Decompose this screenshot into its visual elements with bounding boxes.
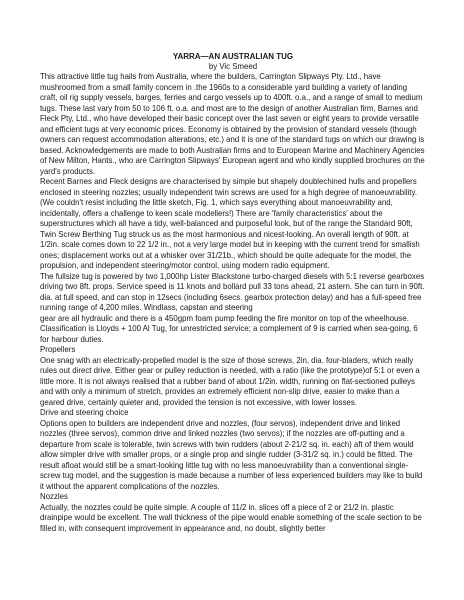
article-title: YARRA—AN AUSTRALIAN TUG — [172, 52, 294, 61]
nozzles-paragraph: Actually, the nozzles could be quite simple. A couple of 11/2 in. slices off a piece of 2 or 21/2 in. plastic drainpipe would be excellent. The wall thickness of the pipe would enable something of the scale section to be filled in, with consequent improvement in appearance and, no doubt, slightly better — [40, 502, 422, 533]
powerplant-paragraph: The fullsize tug is powered by two 1,000hp Lister Blackstone turbo-charged diesels with 5:1 reverse gearboxes driving two 8ft. props. Service speed is 11 knots and bollard pull 33 tons ahead, 21 astern. She can turn in 90ft. dia. at full speed, and can stop in 12secs (including 6secs. gearbox protection delay) and has a full-speed free running range of 4,200 miles. Windlass, capstan and steering — [40, 271, 425, 312]
intro-paragraph: This attractive little tug hails from Australia, where the builders, Carrington Slipways Pty. Ltd., have mushroomed from a small family concern in .the 1960s to a considerable yard building a variety of landing craft, oil rig supply vessels, barges, ferries and cargo vessels up to 400ft. o.a., and a range of small to medium tugs. These last vary from 50 to 106 ft. o.a. and most are to the design of another Australian firm, Barnes and Fleck Pty, Ltd., who have developed their basic concept over the last seven or eight years to provide versatile and efficient tugs at very economic prices. Economy is obtained by the provision of standard vessels (though owners can request accommodation alterations, etc.) and it is one of the standard tugs on which our drawing is based. Acknowledgements are made to both Australian firms and to European Marine and Machinery Agencies of New Milton, Hants., who are Carrington Slipways' European agent and who kindly supplied brochures on the yard's products. — [40, 72, 425, 176]
powerplant-paragraph-continued: gear are all hydraulic and there is a 450gpm foam pump feeding the fire monitor on top of the wheelhouse. Classification is Lloyds + 100 Al Tug, for unrestricted service; a complement of 9 is carried when sea-going, 6 for harbour duties. — [40, 313, 418, 344]
section-heading-nozzles: Nozzles — [40, 492, 68, 501]
propellers-paragraph: One snag with an electrically-propelled model is the size of those screws, 2in, dia. four-bladers, which really rules out direct drive. Either gear or pulley reduction is needed, with a ratio (like the prototype)of 5:1 or even a little more. It is not always realised that a rubber band of about 1/2in. width, running on flat-sectioned pulleys and with only a minimum of stretch, provides an extremely efficient non-slip drive, easier to make than a geared drive, certainly quieter and, provided the tension is not excessive, with lower losses. — [40, 355, 420, 407]
design-paragraph: Recent Barnes and Fleck designs are characterised by simple but shapely doublechined hulls and propellers enclosed in steering nozzles; usually independent twin screws are used for a high degree of manoeuvrability. (We couldn't resist including the little sketch, Fig. 1, which says everything about manoeuvrability and, incidentally, offers a challenge to keen scale modellers!) There are 'family characteristics' about the superstructures which all have a tidy, well-balanced and purposeful look, but of the range the Standard 90ft, Twin Screw Berthing Tug struck us as the most harmonious and nicest-looking. An overall length of 90ft. at 1/2in. scale comes down to 22 1/2 in., not a very large model but in keeping with the current trend for smallish ones; displacement works out at a whisker over 31/21b., which should be quite adequate for the model, the propulsion, and independent steering/motor control, using modern radio equipment. — [40, 177, 420, 270]
section-heading-propellers: Propellers — [40, 345, 76, 354]
article-byline: by Vic Smeed — [208, 62, 258, 71]
drive-paragraph: Options open to builders are independent drive and nozzles, (four servos), independent drive and linked nozzles (three servos), common drive and linked nozzles (two servos); if the nozzles are off-putting and a departure from scale is tolerable, twin screws with twin rudders (about 2-21/2 sq. in. each) aft of them would allow simpler drive with smaller props, or a single prop and single rudder (3-31/2 sq. in.) could be fitted. The result afloat would still be a smart-looking little tug with no less manoeuvrability than a conventional single-screw tug model, and the suggestion is made because a number of less experienced builders may like to build it without the apparent complications of the nozzles. — [40, 418, 423, 491]
section-heading-drive: Drive and steering choice — [40, 408, 129, 417]
